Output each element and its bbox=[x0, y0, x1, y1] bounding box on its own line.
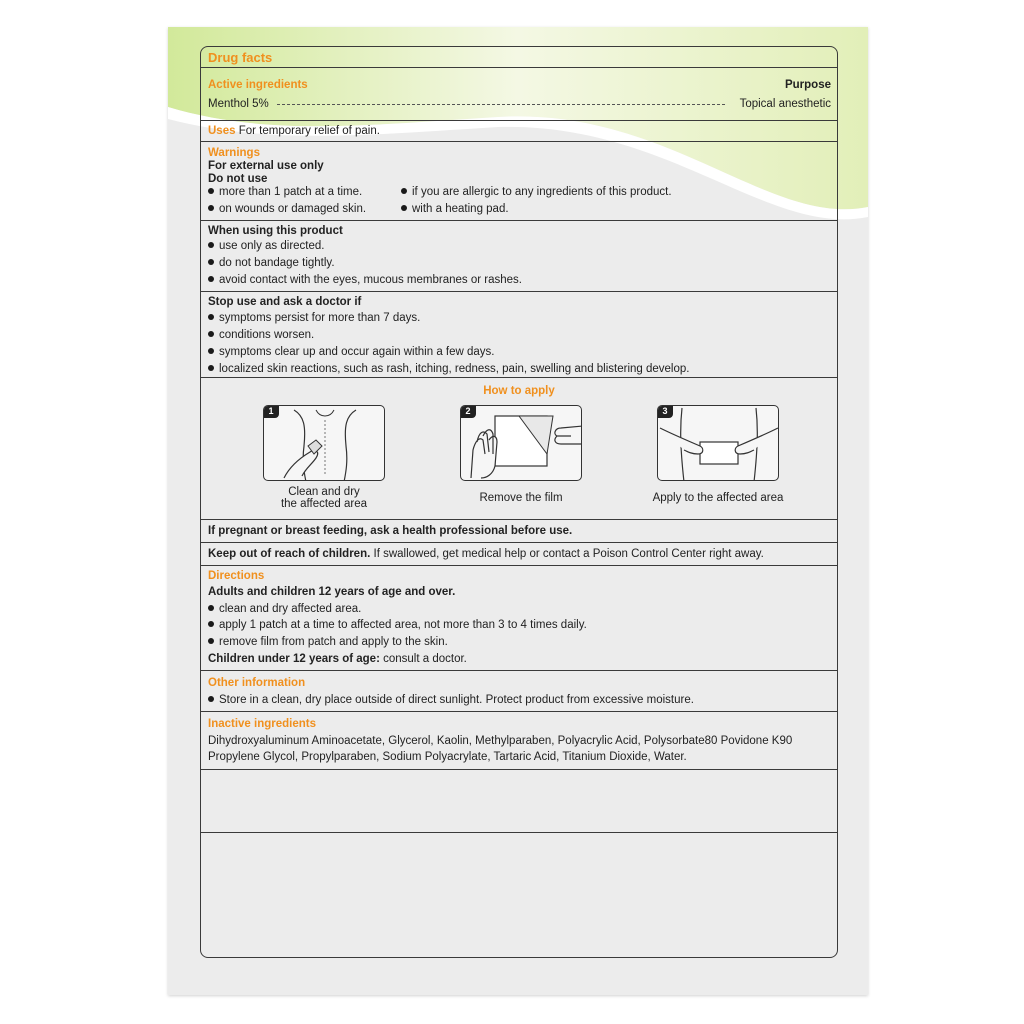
inactive-ingredients-line-1: Dihydroxyaluminum Aminoacetate, Glycerol, Kaolin, Methylparaben, Polyacrylic Acid, Polysorbate80 Povidone K90 bbox=[208, 735, 793, 747]
keep-out-section bbox=[201, 542, 837, 565]
warning-item: on wounds or damaged skin. bbox=[208, 202, 366, 216]
drug-facts-sheet bbox=[168, 27, 868, 995]
directions-section bbox=[201, 565, 837, 670]
other-information-text: Store in a clean, dry place outside of direct sunlight. Protect product from excessive moisture. bbox=[208, 693, 694, 707]
when-using-section bbox=[201, 220, 837, 291]
stop-use-section bbox=[201, 291, 837, 377]
when-using-item: avoid contact with the eyes, mucous membranes or rashes. bbox=[208, 273, 522, 287]
step-number: 3 bbox=[657, 405, 673, 418]
blank-row bbox=[201, 769, 837, 832]
external-use-only: For external use only bbox=[208, 160, 324, 172]
inactive-ingredients-line-2: Propylene Glycol, Propylparaben, Sodium Polyacrylate, Tartaric Acid, Titanium Dioxide, Water. bbox=[208, 751, 687, 763]
step-3-caption: Apply to the affected area bbox=[652, 492, 784, 504]
stop-use-item: symptoms persist for more than 7 days. bbox=[208, 311, 420, 325]
inactive-ingredients-heading: Inactive ingredients bbox=[208, 718, 317, 730]
warning-item: if you are allergic to any ingredients of this product. bbox=[401, 185, 672, 199]
step-number: 2 bbox=[460, 405, 476, 418]
uses-label: Uses bbox=[208, 125, 236, 137]
how-to-apply-section bbox=[201, 377, 837, 519]
remove-film-icon bbox=[461, 406, 582, 481]
other-information-section bbox=[201, 670, 837, 711]
step-1-caption: Clean and dry the affected area bbox=[280, 486, 368, 510]
inactive-ingredients-section bbox=[201, 711, 837, 769]
directions-item: apply 1 patch at a time to affected area, not more than 3 to 4 times daily. bbox=[208, 618, 587, 632]
other-information-heading: Other information bbox=[208, 677, 306, 689]
uses-section bbox=[201, 120, 837, 141]
ingredient-purpose: Topical anesthetic bbox=[739, 98, 831, 110]
drug-facts-title: Drug facts bbox=[208, 50, 273, 65]
blank-row bbox=[201, 832, 837, 957]
warnings-heading: Warnings bbox=[208, 147, 260, 159]
stop-use-heading: Stop use and ask a doctor if bbox=[208, 296, 362, 308]
step-1-illustration bbox=[263, 405, 385, 481]
step-number: 1 bbox=[263, 405, 279, 418]
directions-adults: Adults and children 12 years of age and over. bbox=[208, 586, 456, 598]
directions-heading: Directions bbox=[208, 570, 265, 582]
stop-use-item: localized skin reactions, such as rash, itching, redness, pain, swelling and blistering develop. bbox=[208, 362, 689, 376]
uses-text: For temporary relief of pain. bbox=[238, 125, 380, 137]
ingredient-name: Menthol 5% bbox=[208, 98, 269, 110]
pregnancy-warning: If pregnant or breast feeding, ask a health professional before use. bbox=[208, 525, 573, 537]
purpose-heading: Purpose bbox=[784, 79, 831, 91]
step-2-illustration bbox=[460, 405, 582, 481]
drug-facts-panel bbox=[200, 46, 838, 958]
apply-patch-icon bbox=[658, 406, 779, 481]
active-ingredients-heading: Active ingredients bbox=[208, 79, 308, 91]
warnings-section bbox=[201, 141, 837, 220]
stop-use-item: conditions worsen. bbox=[208, 328, 314, 342]
step-2-caption: Remove the film bbox=[479, 492, 563, 504]
when-using-item: do not bandage tightly. bbox=[208, 256, 335, 270]
directions-item: clean and dry affected area. bbox=[208, 602, 361, 616]
when-using-item: use only as directed. bbox=[208, 239, 324, 253]
directions-children: Children under 12 years of age: consult a doctor. bbox=[208, 653, 467, 665]
pregnancy-section bbox=[201, 519, 837, 542]
step-3-illustration bbox=[657, 405, 779, 481]
keep-out-warning: Keep out of reach of children. If swallowed, get medical help or contact a Poison Control Center right away. bbox=[208, 548, 764, 560]
warning-item: more than 1 patch at a time. bbox=[208, 185, 362, 199]
when-using-heading: When using this product bbox=[208, 225, 343, 237]
dotted-leader bbox=[277, 104, 725, 105]
how-to-apply-heading: How to apply bbox=[483, 385, 555, 397]
active-ingredients-section bbox=[201, 67, 837, 120]
back-drying-icon bbox=[264, 406, 385, 481]
directions-item: remove film from patch and apply to the skin. bbox=[208, 635, 448, 649]
warning-item: with a heating pad. bbox=[401, 202, 509, 216]
do-not-use: Do not use bbox=[208, 173, 268, 185]
stop-use-item: symptoms clear up and occur again within a few days. bbox=[208, 345, 495, 359]
